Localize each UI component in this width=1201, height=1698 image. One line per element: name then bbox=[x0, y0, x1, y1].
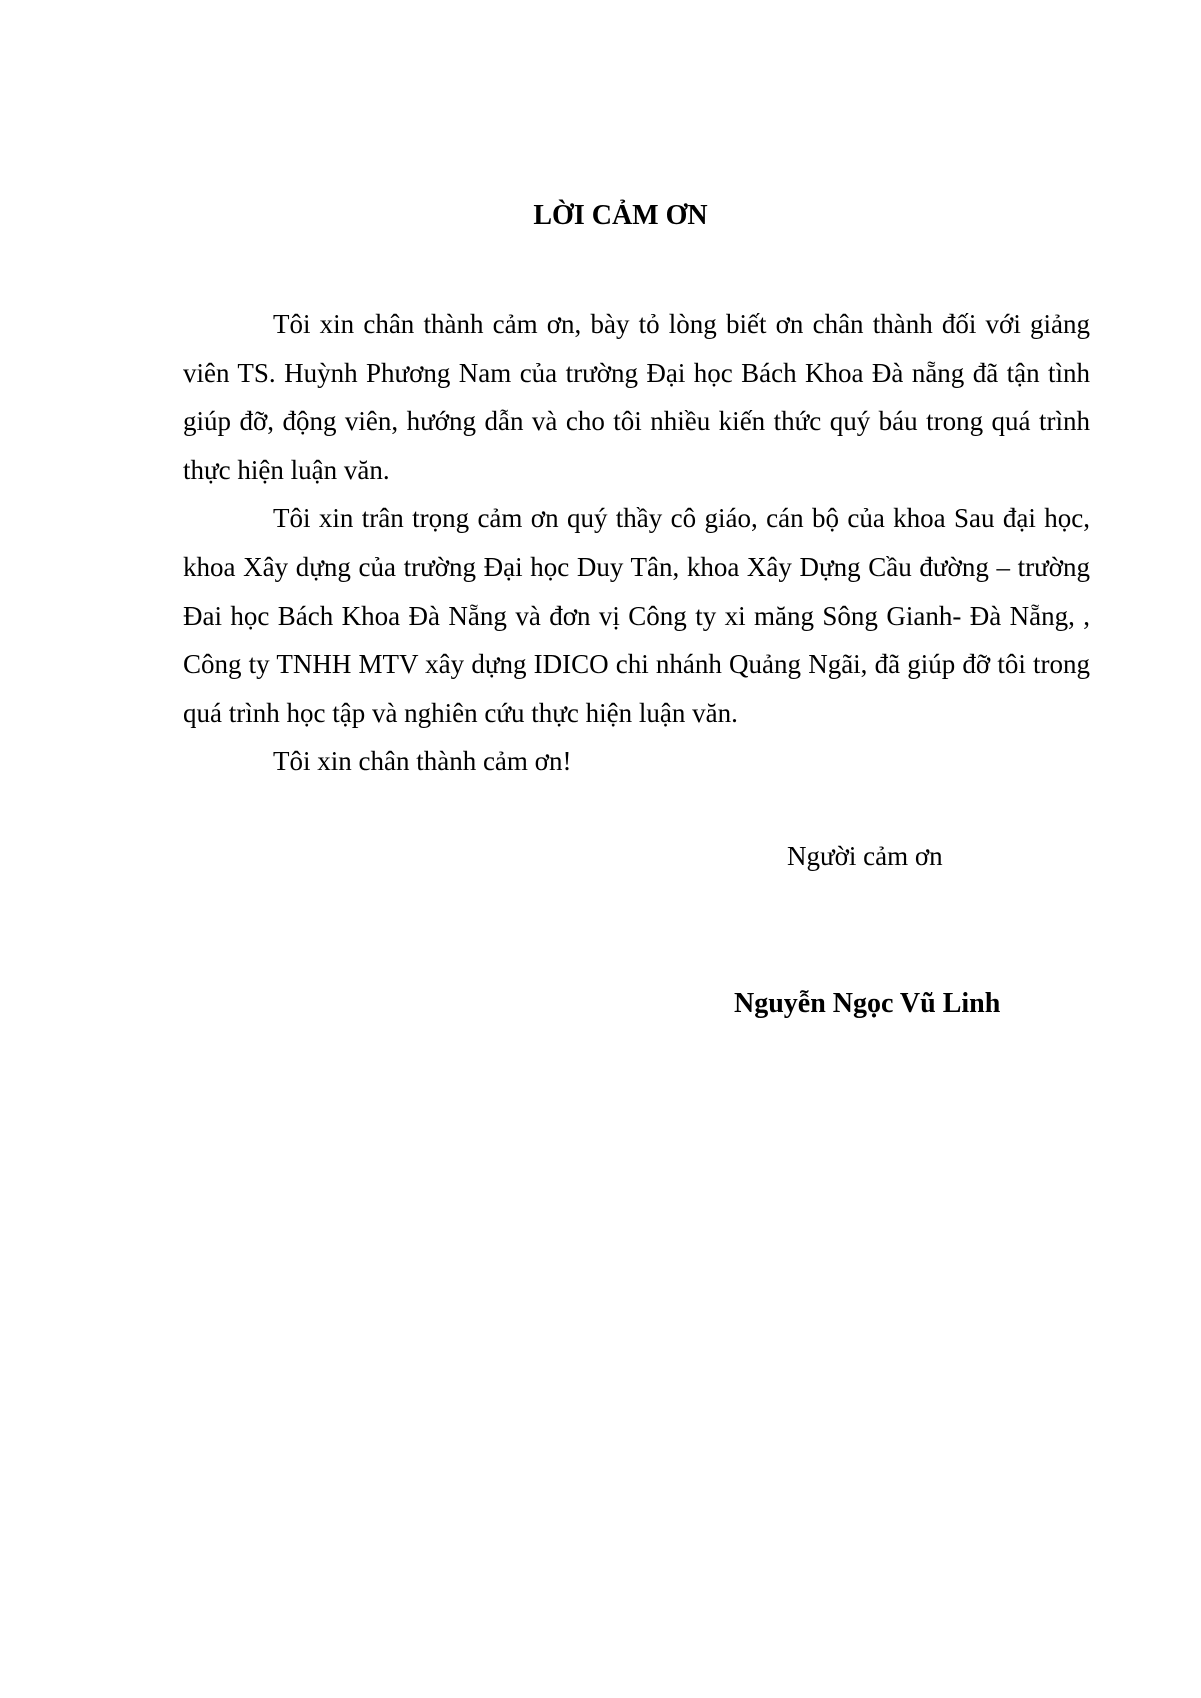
signature-label: Người cảm ơn bbox=[787, 841, 943, 871]
page-title: LỜI CẢM ƠN bbox=[533, 200, 708, 231]
paragraph-1: Tôi xin chân thành cảm ơn, bày tỏ lòng biết ơn chân thành đối với giảng viên TS. Huỳnh Phương Nam của trường Đại học Bách Khoa Đà nẵng đã tận tình giúp đỡ, động viên, hướng dẫn và cho tôi nhiều kiến thức quý báu trong quá trình thực hiện luận văn. bbox=[183, 309, 1090, 485]
paragraph-3: Tôi xin chân thành cảm ơn! bbox=[273, 746, 572, 777]
paragraph-2: Tôi xin trân trọng cảm ơn quý thầy cô giáo, cán bộ của khoa Sau đại học, khoa Xây dựng của trường Đại học Duy Tân, khoa Xây Dựng Cầu đường – trường Đai học Bách Khoa Đà Nẵng và đơn vị Công ty xi măng Sông Gianh- Đà Nẵng, , Công ty TNHH MTV xây dựng IDICO chi nhánh Quảng Ngãi, đã giúp đỡ tôi trong quá trình học tập và nghiên cứu thực hiện luận văn. bbox=[183, 503, 1090, 728]
document-body bbox=[183, 300, 1090, 786]
signature-name: Nguyễn Ngọc Vũ Linh bbox=[734, 988, 1001, 1019]
